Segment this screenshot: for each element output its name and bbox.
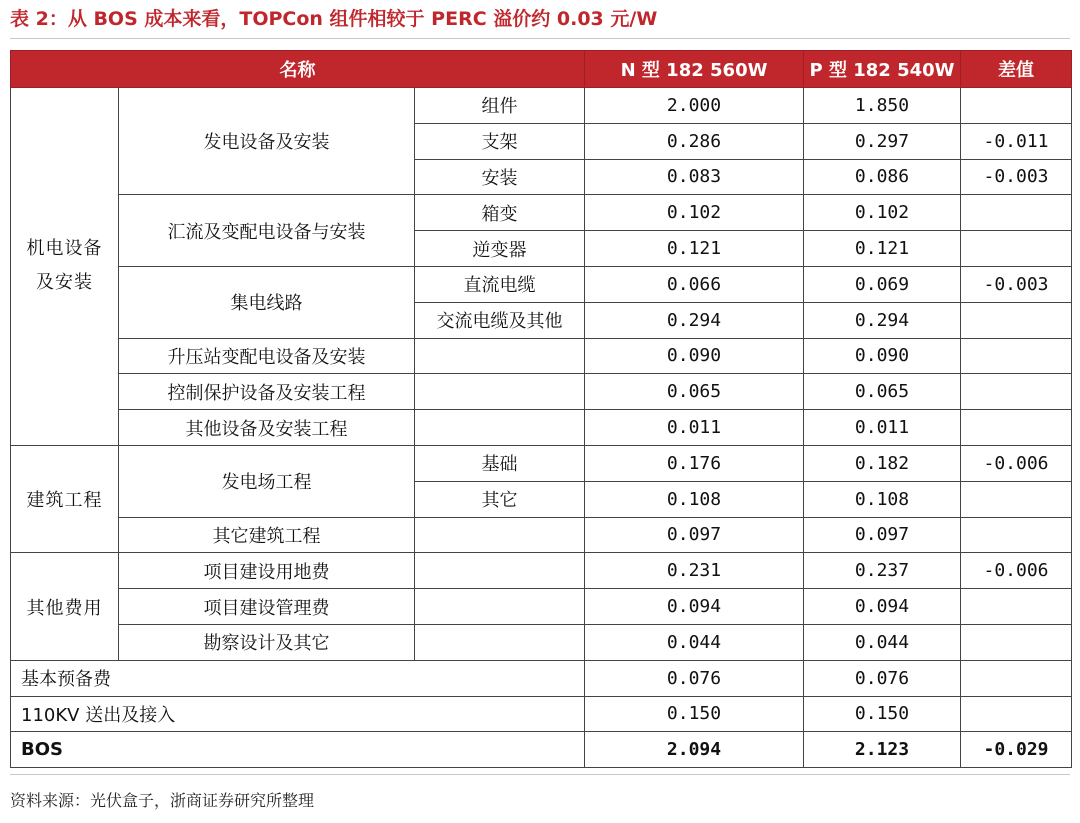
item-cell: 组件 <box>415 88 585 124</box>
p-value: 0.237 <box>804 553 961 589</box>
sub-cell: 汇流及变配电设备与安装 <box>119 195 415 267</box>
row-label: 基本预备费 <box>11 660 585 696</box>
n-value: 0.044 <box>585 624 804 660</box>
p-value: 1.850 <box>804 88 961 124</box>
title-divider <box>10 38 1070 39</box>
table-row <box>11 553 1072 589</box>
row-label: 110KV 送出及接入 <box>11 696 585 732</box>
sub-cell: 其他设备及安装工程 <box>119 410 415 446</box>
p-value: 0.121 <box>804 231 961 267</box>
n-value: 0.094 <box>585 589 804 625</box>
table-row <box>11 410 1072 446</box>
table-row <box>11 517 1072 553</box>
p-value: 0.182 <box>804 445 961 481</box>
sub-cell: 其它建筑工程 <box>119 517 415 553</box>
group-cell: 建筑工程 <box>11 445 119 552</box>
n-value: 0.121 <box>585 231 804 267</box>
source-divider <box>10 774 1070 775</box>
item-cell <box>415 517 585 553</box>
sub-cell: 发电场工程 <box>119 445 415 517</box>
diff-value <box>961 302 1072 338</box>
diff-value <box>961 410 1072 446</box>
header-n-type: N 型 182 560W <box>585 51 804 88</box>
diff-value <box>961 589 1072 625</box>
sub-cell: 发电设备及安装 <box>119 88 415 195</box>
table-row <box>11 696 1072 732</box>
diff-value <box>961 517 1072 553</box>
n-value: 0.231 <box>585 553 804 589</box>
p-value: 0.294 <box>804 302 961 338</box>
item-cell <box>415 410 585 446</box>
item-cell: 直流电缆 <box>415 266 585 302</box>
p-value: 0.076 <box>804 660 961 696</box>
table-row <box>11 624 1072 660</box>
p-value: 0.065 <box>804 374 961 410</box>
diff-value: -0.006 <box>961 553 1072 589</box>
table-row <box>11 338 1072 374</box>
table-row <box>11 266 1072 302</box>
p-value: 0.097 <box>804 517 961 553</box>
source-note: 资料来源：光伏盒子，浙商证券研究所整理 <box>10 791 315 810</box>
p-value: 0.297 <box>804 123 961 159</box>
p-value: 0.069 <box>804 266 961 302</box>
p-value: 0.094 <box>804 589 961 625</box>
n-total: 2.094 <box>585 732 804 768</box>
item-cell <box>415 338 585 374</box>
p-value: 0.090 <box>804 338 961 374</box>
diff-value <box>961 374 1072 410</box>
n-value: 0.097 <box>585 517 804 553</box>
n-value: 0.065 <box>585 374 804 410</box>
p-value: 0.086 <box>804 159 961 195</box>
p-value: 0.011 <box>804 410 961 446</box>
n-value: 0.083 <box>585 159 804 195</box>
table-row <box>11 660 1072 696</box>
item-cell: 逆变器 <box>415 231 585 267</box>
sub-cell: 项目建设用地费 <box>119 553 415 589</box>
diff-value <box>961 231 1072 267</box>
group-cell: 机电设备及安装 <box>11 88 119 446</box>
diff-value: -0.011 <box>961 123 1072 159</box>
item-cell: 箱变 <box>415 195 585 231</box>
item-cell: 安装 <box>415 159 585 195</box>
n-value: 2.000 <box>585 88 804 124</box>
header-p-type: P 型 182 540W <box>804 51 961 88</box>
sub-cell: 升压站变配电设备及安装 <box>119 338 415 374</box>
group-cell: 其他费用 <box>11 553 119 660</box>
diff-value <box>961 660 1072 696</box>
bos-cost-table <box>10 50 1072 768</box>
n-value: 0.286 <box>585 123 804 159</box>
p-value: 0.150 <box>804 696 961 732</box>
header-diff: 差值 <box>961 51 1072 88</box>
sub-cell: 控制保护设备及安装工程 <box>119 374 415 410</box>
n-value: 0.102 <box>585 195 804 231</box>
sub-cell: 集电线路 <box>119 266 415 338</box>
item-cell <box>415 374 585 410</box>
table-row <box>11 589 1072 625</box>
item-cell: 支架 <box>415 123 585 159</box>
item-cell <box>415 624 585 660</box>
diff-value <box>961 195 1072 231</box>
n-value: 0.011 <box>585 410 804 446</box>
diff-value <box>961 696 1072 732</box>
item-cell: 其它 <box>415 481 585 517</box>
diff-total: -0.029 <box>961 732 1072 768</box>
item-cell: 基础 <box>415 445 585 481</box>
item-cell: 交流电缆及其他 <box>415 302 585 338</box>
table-row <box>11 445 1072 481</box>
sub-cell: 勘察设计及其它 <box>119 624 415 660</box>
n-value: 0.176 <box>585 445 804 481</box>
diff-value <box>961 338 1072 374</box>
item-cell <box>415 553 585 589</box>
sub-cell: 项目建设管理费 <box>119 589 415 625</box>
diff-value: -0.006 <box>961 445 1072 481</box>
diff-value <box>961 88 1072 124</box>
p-value: 0.044 <box>804 624 961 660</box>
p-value: 0.102 <box>804 195 961 231</box>
total-label: BOS <box>11 732 585 768</box>
total-row <box>11 732 1072 768</box>
n-value: 0.294 <box>585 302 804 338</box>
n-value: 0.108 <box>585 481 804 517</box>
table-row <box>11 195 1072 231</box>
p-value: 0.108 <box>804 481 961 517</box>
header-name: 名称 <box>11 51 585 88</box>
table-row <box>11 374 1072 410</box>
n-value: 0.090 <box>585 338 804 374</box>
diff-value <box>961 624 1072 660</box>
diff-value <box>961 481 1072 517</box>
n-value: 0.150 <box>585 696 804 732</box>
table-title: 表 2：从 BOS 成本来看，TOPCon 组件相较于 PERC 溢价约 0.03 元/W <box>10 8 658 30</box>
n-value: 0.076 <box>585 660 804 696</box>
p-total: 2.123 <box>804 732 961 768</box>
header-row <box>11 51 1072 88</box>
table-row <box>11 88 1072 124</box>
item-cell <box>415 589 585 625</box>
n-value: 0.066 <box>585 266 804 302</box>
diff-value: -0.003 <box>961 159 1072 195</box>
diff-value: -0.003 <box>961 266 1072 302</box>
